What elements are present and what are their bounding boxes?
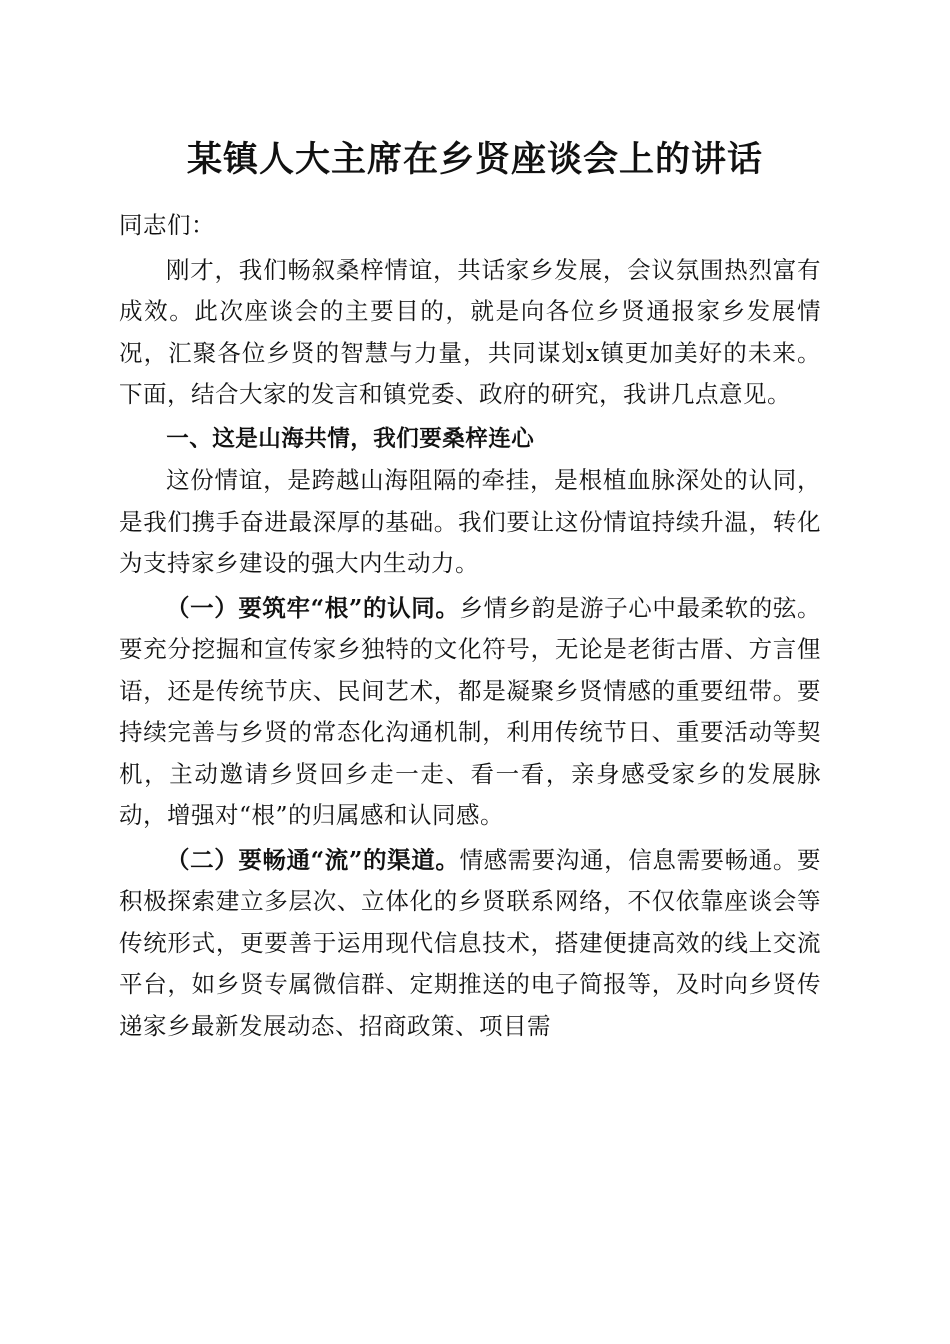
point-paragraph-2 bbox=[119, 840, 821, 1048]
document-title: 某镇人大主席在乡贤座谈会上的讲话 bbox=[186, 139, 763, 180]
point-paragraph-1 bbox=[119, 588, 821, 837]
intro-paragraph: 刚才，我们畅叙桑梓情谊，共话家乡发展，会议氛围热烈富有成效。此次座谈会的主要目的，就是向各位乡贤通报家乡发展情况，汇聚各位乡贤的智慧与力量，共同谋划x镇更加美好的未来。下面，结合大家的发言和镇党委、政府的研究，我讲几点意见。 bbox=[119, 255, 821, 408]
point-text-1: 乡情乡韵是游子心中最柔软的弦。要充分挖掘和宣传家乡独特的文化符号，无论是老街古厝、方言俚语，还是传统节庆、民间艺术，都是凝聚乡贤情感的重要纽带。要持续完善与乡贤的常态化沟通机制，利用传统节日、重要活动等契机，主动邀请乡贤回乡走一走、看一看，亲身感受家乡的发展脉动，增强对“根”的归属感和认同感。 bbox=[119, 593, 821, 829]
section-heading-1: 一、这是山海共情，我们要桑梓连心 bbox=[166, 425, 535, 452]
point-text-2: 情感需要沟通，信息需要畅通。要积极探索建立多层次、立体化的乡贤联系网络，不仅依靠座谈会等传统形式，更要善于运用现代信息技术，搭建便捷高效的线上交流平台，如乡贤专属微信群、定期推送的电子简报等，及时向乡贤传递家乡最新发展动态、招商政策、项目需 bbox=[119, 845, 821, 1040]
section-1-paragraph: 这份情谊，是跨越山海阻隔的牵挂，是根植血脉深处的认同，是我们携手奋进最深厚的基础。我们要让这份情谊持续升温，转化为支持家乡建设的强大内生动力。 bbox=[119, 466, 821, 577]
document-body bbox=[119, 205, 821, 1047]
salutation: 同志们： bbox=[119, 211, 215, 239]
point-lead-1: （一）要筑牢“根”的认同。 bbox=[166, 593, 460, 622]
point-lead-2: （二）要畅通“流”的渠道。 bbox=[166, 845, 460, 874]
